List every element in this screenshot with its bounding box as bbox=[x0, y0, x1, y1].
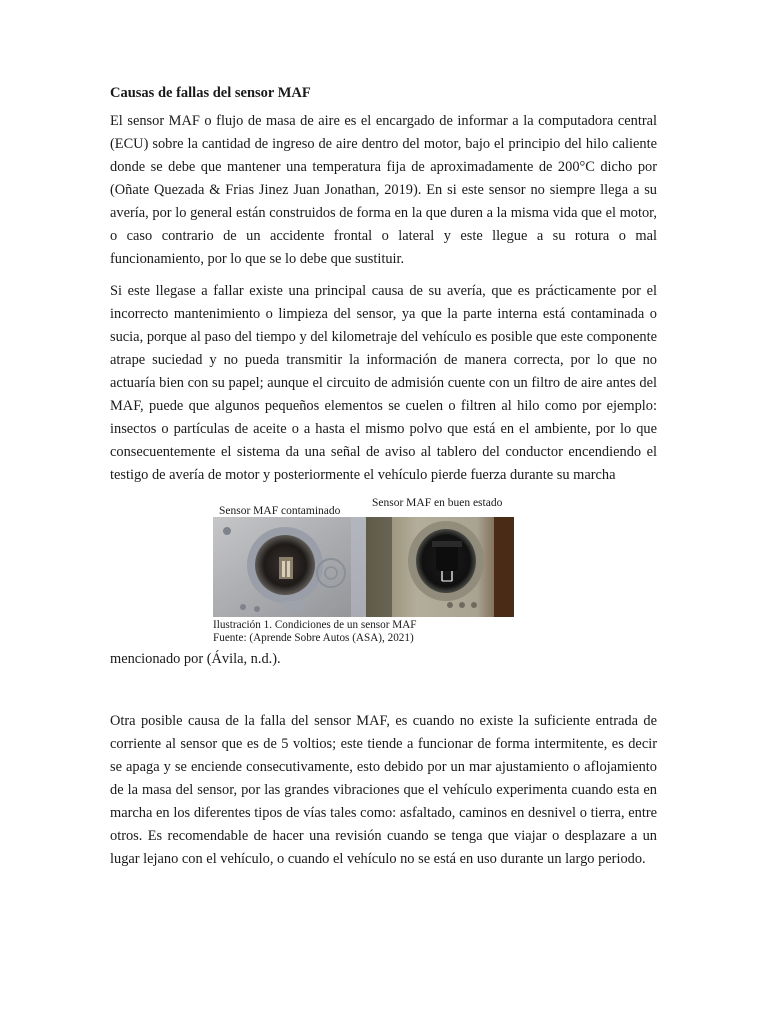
paragraph-2: Si este llegase a fallar existe una principal causa de su avería, que es prácticamente por el incorrecto mantenimiento o limpieza del sensor, ya que la parte interna está contaminada o sucia, porque al paso del tiempo y del kilometraje del vehículo es posible que este componente atrape suciedad y no pueda transmitir la información de manera correcta, por lo que no actuaría bien con su papel; aunque el circuito de admisión cuente con un filtro de aire antes del MAF, puede que algunos pequeños elementos se cuelen o filtren al hilo como por ejemplo: insectos o partículas de aceite o a hasta el mismo polvo que está en el ambiente, por lo que consecuentemente el sistema da una señal de aviso al tablero del conductor encendiendo el testigo de avería de motor y posteriormente el vehículo pierde fuerza durante su marcha bbox=[110, 283, 657, 483]
document-page bbox=[110, 0, 657, 1024]
caption-source: Fuente: (Aprende Sobre Autos (ASA), 2021) bbox=[213, 632, 414, 644]
caption-title: Ilustración 1. Condiciones de un sensor MAF bbox=[213, 619, 417, 631]
section-heading: Causas de fallas del sensor MAF bbox=[110, 85, 311, 101]
figure-label-good-condition: Sensor MAF en buen estado bbox=[372, 497, 503, 509]
photo-contaminated-sensor bbox=[213, 517, 366, 617]
paragraph-1: El sensor MAF o flujo de masa de aire es el encargado de informar a la computadora central (ECU) sobre la cantidad de ingreso de aire dentro del motor, bajo el principio del hilo caliente donde se debe que mantener una temperatura fija de aproximadamente de 200°C dicho por (Oñate Quezada & Frias Jinez Juan Jonathan, 2019). En si este sensor no siempre llega a su avería, por lo general están construidos de forma en la que duren a la misma vida que el motor, o caso contrario de un accidente frontal o lateral y este llegue a su rotura o mal funcionamiento, por lo que se lo debe que sustituir. bbox=[110, 113, 657, 267]
paragraph-3: Otra posible causa de la falla del sensor MAF, es cuando no existe la suficiente entrada de corriente al sensor que es de 5 voltios; este tiende a funcionar de forma intermitente, es decir se apaga y se enciende consecutivamente, esto debido por un mar ajustamiento o aflojamiento de la masa del sensor, por las grandes vibraciones que el vehículo experimenta cuando esta en marcha en los diferentes tipos de vías tales como: asfaltado, caminos en desnivel o tierra, entre otros. Es recomendable de hacer una revisión cuando se tenga que viajar o desplazare a un lugar lejano con el vehículo, o cuando el vehículo no se está en uso durante un largo periodo. bbox=[110, 713, 657, 867]
figure-caption bbox=[213, 619, 417, 645]
figure-maf-sensor-comparison bbox=[213, 493, 523, 653]
paragraph-2-continuation: mencionado por (Ávila, n.d.). bbox=[110, 651, 281, 667]
photo-good-sensor bbox=[366, 517, 514, 617]
figure-label-contaminated: Sensor MAF contaminado bbox=[219, 505, 341, 517]
